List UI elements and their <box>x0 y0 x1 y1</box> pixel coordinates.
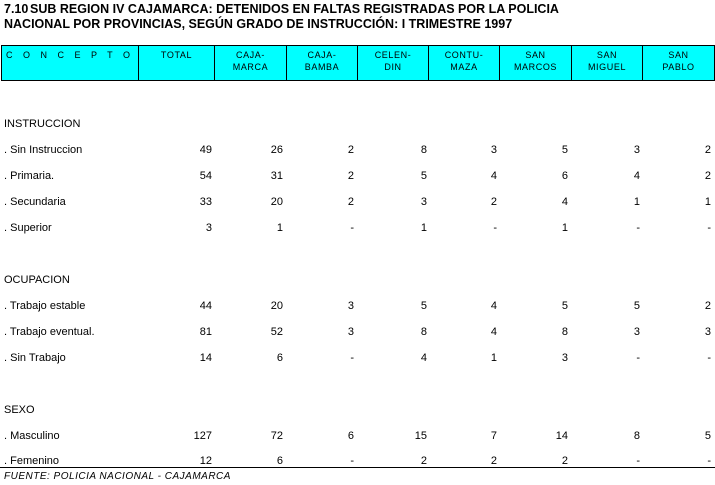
cell-cajamarca: 6 <box>276 352 283 364</box>
cell-total: 33 <box>199 196 212 208</box>
cell-cajabamba: 6 <box>347 430 354 442</box>
cell-cajamarca: 1 <box>276 222 283 234</box>
cell-san-marcos: 1 <box>561 222 568 234</box>
cell-san-marcos: 4 <box>561 196 568 208</box>
cell-san-marcos: 3 <box>561 352 568 364</box>
cell-celendin: 15 <box>414 430 427 442</box>
header-line: DIN <box>384 62 402 72</box>
cell-celendin: 4 <box>420 352 427 364</box>
header-line: CAJA- <box>307 50 337 60</box>
cell-celendin: 8 <box>420 326 427 338</box>
table-row <box>0 351 715 365</box>
cell-celendin: 5 <box>420 170 427 182</box>
title-line-1: SUB REGION IV CAJAMARCA: DETENIDOS EN FALTAS REGISTRADAS POR LA POLICIA <box>30 2 559 16</box>
cell-san-marcos: 6 <box>561 170 568 182</box>
cell-san-pablo: - <box>707 222 711 234</box>
cell-san-miguel: 3 <box>633 144 640 156</box>
cell-celendin: 3 <box>420 196 427 208</box>
cell-contumaza: 2 <box>490 196 497 208</box>
row-label: . Trabajo estable <box>4 300 86 312</box>
header-san-pablo <box>643 46 715 81</box>
cell-cajabamba: - <box>350 352 354 364</box>
cell-san-pablo: 5 <box>704 430 711 442</box>
cell-cajamarca: 31 <box>270 170 283 182</box>
cell-san-pablo: - <box>707 352 711 364</box>
cell-celendin: 1 <box>420 222 427 234</box>
cell-total: 81 <box>199 326 212 338</box>
header-line: CAJA- <box>235 50 265 60</box>
header-line: MIGUEL <box>587 62 627 72</box>
header-line: MARCOS <box>513 62 558 72</box>
cell-total: 127 <box>193 430 212 442</box>
bottom-rule <box>0 467 715 468</box>
cell-san-marcos: 5 <box>561 144 568 156</box>
cell-san-miguel: - <box>636 455 640 467</box>
row-label: . Femenino <box>4 455 60 467</box>
table-row <box>0 195 715 209</box>
cell-cajabamba: - <box>350 455 354 467</box>
header-line: MAZA <box>450 62 478 72</box>
row-label: . Trabajo eventual. <box>4 326 95 338</box>
header-line: CONTU- <box>444 50 484 60</box>
cell-san-pablo: 2 <box>704 300 711 312</box>
cell-total: 54 <box>199 170 212 182</box>
cell-celendin: 2 <box>420 455 427 467</box>
cell-san-marcos: 8 <box>561 326 568 338</box>
header-contumaza <box>429 46 500 81</box>
cell-total: 3 <box>205 222 212 234</box>
source-note: FUENTE: POLICIA NACIONAL - CAJAMARCA <box>4 471 231 482</box>
row-label: . Masculino <box>4 430 60 442</box>
header-san-miguel <box>572 46 643 81</box>
cell-contumaza: 3 <box>490 144 497 156</box>
table-row <box>0 299 715 313</box>
cell-cajamarca: 20 <box>270 196 283 208</box>
header-line: PABLO <box>662 62 695 72</box>
title-line-2: NACIONAL POR PROVINCIAS, SEGÚN GRADO DE INSTRUCCIÓN: I TRIMESTRE 1997 <box>4 17 513 31</box>
cell-cajamarca: 20 <box>270 300 283 312</box>
table-row <box>0 143 715 157</box>
cell-total: 44 <box>199 300 212 312</box>
cell-cajamarca: 52 <box>270 326 283 338</box>
section-heading: SEXO <box>4 404 35 416</box>
cell-san-marcos: 5 <box>561 300 568 312</box>
cell-san-marcos: 2 <box>561 455 568 467</box>
header-total: TOTAL <box>139 46 215 81</box>
table-row <box>0 325 715 339</box>
cell-san-miguel: 4 <box>633 170 640 182</box>
header-line: CELEN- <box>374 50 412 60</box>
cell-cajabamba: 3 <box>347 326 354 338</box>
section-heading: OCUPACION <box>4 274 70 286</box>
cell-san-pablo: 2 <box>704 144 711 156</box>
cell-cajamarca: 6 <box>276 455 283 467</box>
cell-total: 12 <box>199 455 212 467</box>
header-line: SAN <box>596 50 618 60</box>
cell-contumaza: 2 <box>490 455 497 467</box>
cell-san-miguel: - <box>636 352 640 364</box>
cell-total: 14 <box>199 352 212 364</box>
row-label: . Primaria. <box>4 170 55 182</box>
cell-contumaza: 4 <box>490 170 497 182</box>
cell-san-pablo: 2 <box>704 170 711 182</box>
cell-san-miguel: 3 <box>633 326 640 338</box>
header-line: MARCA <box>232 62 269 72</box>
cell-cajamarca: 26 <box>270 144 283 156</box>
cell-cajamarca: 72 <box>270 430 283 442</box>
section-heading: INSTRUCCION <box>4 118 81 130</box>
row-label: . Sin Trabajo <box>4 352 66 364</box>
cell-san-miguel: 5 <box>633 300 640 312</box>
table-title <box>4 2 559 32</box>
cell-san-miguel: 1 <box>633 196 640 208</box>
header-cajamarca <box>215 46 287 81</box>
cell-contumaza: 4 <box>490 326 497 338</box>
header-line: BAMBA <box>304 62 340 72</box>
cell-contumaza: 4 <box>490 300 497 312</box>
cell-san-miguel: 8 <box>633 430 640 442</box>
cell-contumaza: 1 <box>490 352 497 364</box>
header-cajabamba <box>287 46 358 81</box>
cell-contumaza: 7 <box>490 430 497 442</box>
cell-cajabamba: 2 <box>347 170 354 182</box>
row-label: . Superior <box>4 222 52 234</box>
header-concepto: C O N C E P T O <box>2 46 139 81</box>
header-line: SAN <box>668 50 689 60</box>
cell-cajabamba: 2 <box>347 144 354 156</box>
cell-cajabamba: 3 <box>347 300 354 312</box>
row-label: . Sin Instruccion <box>4 144 83 156</box>
table-number: 7.10 <box>4 2 29 16</box>
cell-san-marcos: 14 <box>555 430 568 442</box>
cell-cajabamba: 2 <box>347 196 354 208</box>
table-row <box>0 454 715 468</box>
header-san-marcos <box>500 46 572 81</box>
cell-san-pablo: - <box>707 455 711 467</box>
cell-contumaza: - <box>493 222 497 234</box>
header-celendin <box>358 46 429 81</box>
table-row <box>0 429 715 443</box>
cell-total: 49 <box>199 144 212 156</box>
column-header <box>1 45 715 81</box>
cell-san-pablo: 1 <box>704 196 711 208</box>
header-line: SAN <box>525 50 546 60</box>
cell-san-miguel: - <box>636 222 640 234</box>
cell-cajabamba: - <box>350 222 354 234</box>
cell-celendin: 5 <box>420 300 427 312</box>
row-label: . Secundaria <box>4 196 66 208</box>
table-row <box>0 221 715 235</box>
table-row <box>0 169 715 183</box>
cell-san-pablo: 3 <box>704 326 711 338</box>
cell-celendin: 8 <box>420 144 427 156</box>
